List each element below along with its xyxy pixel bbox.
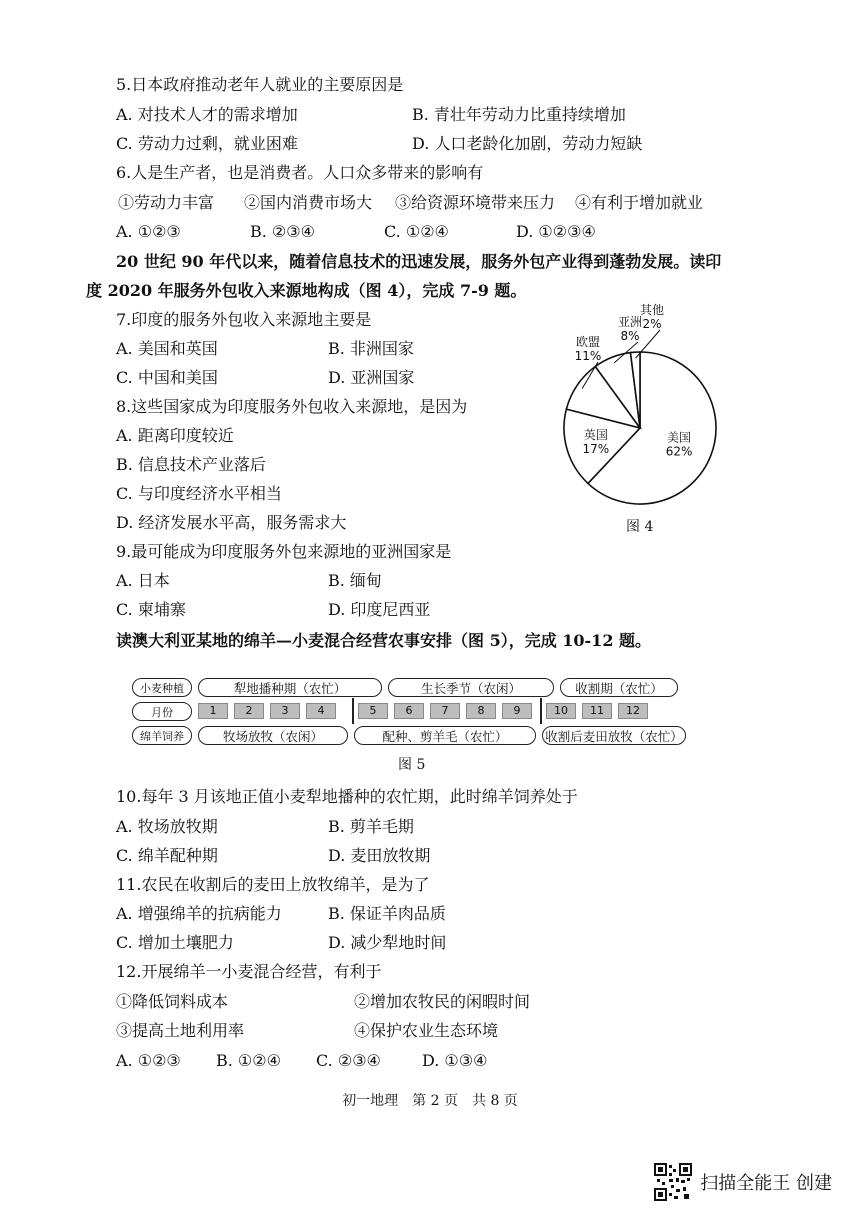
figure-5-caption: 图 5	[398, 757, 426, 773]
month-2: 2	[234, 703, 264, 719]
q10-option-b: B. 剪羊毛期	[328, 817, 414, 836]
month-3: 3	[270, 703, 300, 719]
q12-option-a: A. ①②③	[116, 1051, 181, 1070]
page-footer: 初一地理 第 2 页 共 8 页	[342, 1093, 518, 1109]
q12-item-2: ②增加农牧民的闲暇时间	[354, 992, 531, 1011]
q12-option-b: B. ①②④	[216, 1051, 281, 1070]
q6-option-c: C. ①②④	[384, 222, 449, 241]
q6-option-a: A. ①②③	[116, 222, 181, 241]
q7-option-b: B. 非洲国家	[328, 339, 414, 358]
q12-option-d: D. ①③④	[422, 1051, 488, 1070]
wheat-phase-growing: 生长季节（农闲）	[388, 678, 554, 697]
pie-slice-value-4: 2%	[642, 317, 662, 331]
wheat-phase-harvest: 收割期（农忙）	[560, 678, 678, 697]
intro-australia: 读澳大利亚某地的绵羊—小麦混合经营农事安排（图 5），完成 10-12 题。	[116, 631, 652, 650]
month-6: 6	[394, 703, 424, 719]
q7-stem: 7.印度的服务外包收入来源地主要是	[116, 310, 372, 329]
pie-chart	[540, 300, 740, 520]
q5-option-a: A. 对技术人才的需求增加	[116, 105, 298, 124]
q5-option-d: D. 人口老龄化加剧，劳动力短缺	[412, 134, 643, 153]
qr-code-icon	[654, 1163, 692, 1201]
figure-4-caption: 图 4	[626, 519, 654, 535]
q5-stem: 5.日本政府推动老年人就业的主要原因是	[116, 75, 404, 94]
month-11: 11	[582, 703, 612, 719]
intro-india-line-1: 20 世纪 90 年代以来，随着信息技术的迅速发展，服务外包产业得到蓬勃发展。读印	[116, 252, 722, 271]
q10-option-a: A. 牧场放牧期	[116, 817, 218, 836]
q10-option-c: C. 绵羊配种期	[116, 846, 218, 865]
q6-item-2: ②国内消费市场大	[244, 193, 373, 212]
q11-option-a: A. 增强绵羊的抗病能力	[116, 904, 282, 923]
month-divider-1	[352, 698, 354, 724]
row-label-month: 月份	[132, 702, 192, 721]
month-divider-2	[540, 698, 542, 724]
month-7: 7	[430, 703, 460, 719]
month-8: 8	[466, 703, 496, 719]
q6-item-3: ③给资源环境带来压力	[395, 193, 556, 212]
q12-item-3: ③提高土地利用率	[116, 1021, 245, 1040]
month-9: 9	[502, 703, 532, 719]
pie-slice-name-3: 亚洲	[617, 315, 643, 329]
scanner-text: 扫描全能王 创建	[700, 1173, 832, 1194]
q6-stem: 6.人是生产者，也是消费者。人口众多带来的影响有	[116, 163, 484, 182]
q9-option-d: D. 印度尼西亚	[328, 600, 431, 619]
month-5: 5	[358, 703, 388, 719]
q8-option-c: C. 与印度经济水平相当	[116, 484, 282, 503]
q11-option-d: D. 减少犁地时间	[328, 933, 447, 952]
month-1: 1	[198, 703, 228, 719]
row-label-sheep: 绵羊饲养	[132, 726, 192, 745]
sheep-phase-breeding: 配种、剪羊毛（农忙）	[354, 726, 536, 745]
q9-option-a: A. 日本	[116, 571, 170, 590]
q11-option-c: C. 增加土壤肥力	[116, 933, 234, 952]
pie-slice-name-2: 欧盟	[575, 335, 601, 349]
pie-slice-value-3: 8%	[620, 329, 640, 343]
scanner-watermark	[654, 1163, 832, 1201]
q6-option-b: B. ②③④	[250, 222, 315, 241]
q6-option-d: D. ①②③④	[516, 222, 596, 241]
pie-slice-name-1: 英国	[583, 427, 608, 442]
q9-stem: 9.最可能成为印度服务外包来源地的亚洲国家是	[116, 542, 452, 561]
sheep-phase-field-grazing: 收割后麦田放牧（农忙）	[542, 726, 686, 745]
pie-slice-name-4: 其他	[639, 303, 665, 317]
q9-option-b: B. 缅甸	[328, 571, 382, 590]
q6-item-4: ④有利于增加就业	[575, 193, 704, 212]
q10-option-d: D. 麦田放牧期	[328, 846, 431, 865]
q9-option-c: C. 柬埔寨	[116, 600, 186, 619]
q12-option-c: C. ②③④	[316, 1051, 381, 1070]
q8-option-a: A. 距离印度较近	[116, 426, 234, 445]
q12-item-1: ①降低饲料成本	[116, 992, 229, 1011]
pie-slice-value-2: 11%	[574, 349, 602, 363]
q8-option-d: D. 经济发展水平高，服务需求大	[116, 513, 347, 532]
q7-option-c: C. 中国和美国	[116, 368, 218, 387]
q11-option-b: B. 保证羊肉品质	[328, 904, 446, 923]
q10-stem: 10.每年 3 月该地正值小麦犁地播种的农忙期，此时绵羊饲养处于	[116, 787, 578, 806]
row-label-wheat: 小麦种植	[132, 678, 192, 697]
pie-slice-value-1: 17%	[582, 441, 610, 456]
month-4: 4	[306, 703, 336, 719]
month-10: 10	[546, 703, 576, 719]
sheep-phase-pasture: 牧场放牧（农闲）	[198, 726, 348, 745]
wheat-phase-sowing: 犁地播种期（农忙）	[198, 678, 382, 697]
q5-option-c: C. 劳动力过剩，就业困难	[116, 134, 298, 153]
q11-stem: 11.农民在收割后的麦田上放牧绵羊，是为了	[116, 875, 430, 894]
q12-item-4: ④保护农业生态环境	[354, 1021, 499, 1040]
intro-india-line-2: 度 2020 年服务外包收入来源地构成（图 4），完成 7-9 题。	[86, 281, 527, 300]
farming-calendar-diagram	[130, 676, 690, 748]
q12-stem: 12.开展绵羊一小麦混合经营，有利于	[116, 962, 382, 981]
q8-stem: 8.这些国家成为印度服务外包收入来源地，是因为	[116, 397, 468, 416]
pie-slice-value-0: 62%	[665, 444, 693, 459]
q6-item-1: ①劳动力丰富	[118, 193, 215, 212]
q7-option-d: D. 亚洲国家	[328, 368, 415, 387]
q5-option-b: B. 青壮年劳动力比重持续增加	[412, 105, 626, 124]
pie-slice-name-0: 美国	[667, 430, 692, 445]
q7-option-a: A. 美国和英国	[116, 339, 218, 358]
month-12: 12	[618, 703, 648, 719]
q8-option-b: B. 信息技术产业落后	[116, 455, 266, 474]
